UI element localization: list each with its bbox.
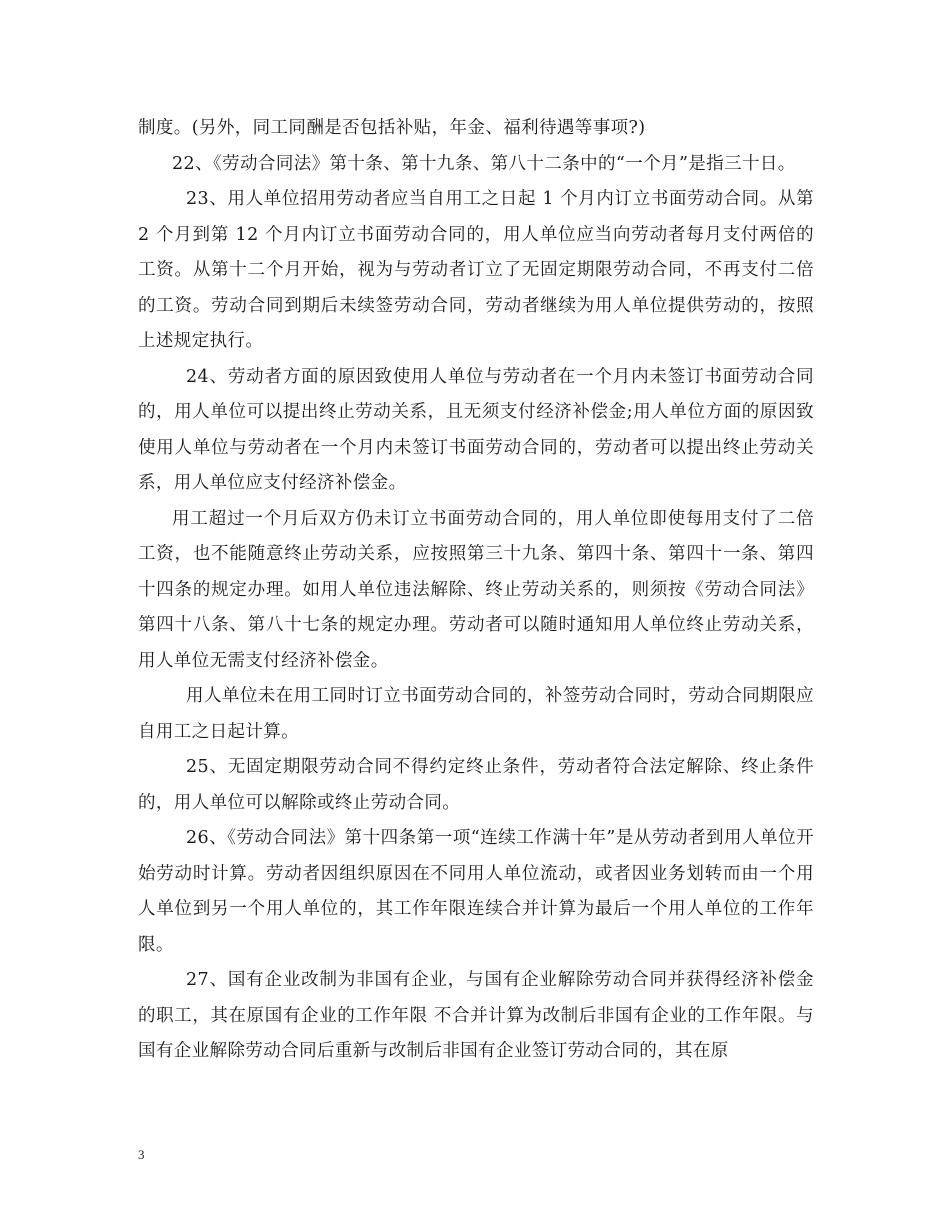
- paragraph-23: 23、用人单位招用劳动者应当自用工之日起 1 个月内订立书面劳动合同。从第 2 个月到第 12 个月内订立书面劳动合同的，用人单位应当向劳动者每月支付两倍的工资。从第十二个月开始，视为与劳动者订立了无固定期限劳动合同，不再支付二倍的工资。劳动合同到期后未续签劳动合同，劳动者继续为用人单位提供劳动的，按照上述规定执行。: [138, 189, 814, 351]
- paragraph-24-continued: 用工超过一个月后双方仍未订立书面劳动合同的，用人单位即使每用支付了二倍工资，也不能随意终止劳动关系，应按照第三十九条、第四十条、第四十一条、第四十四条的规定办理。如用人单位违法解除、终止劳动关系的，则须按《劳动合同法》第四十八条、第八十七条的规定办理。劳动者可以随时通知用人单位终止劳动关系，用人单位无需支付经济补偿金。: [138, 508, 814, 671]
- paragraph-26: 26、《劳动合同法》第十四条第一项“连续工作满十年”是从劳动者到用人单位开始劳动时计算。劳动者因组织原因在不同用人单位流动，或者因业务划转而由一个用人单位到另一个用人单位的，其工作年限连续合并计算为最后一个用人单位的工作年限。: [138, 828, 814, 955]
- document-body: [138, 111, 814, 1070]
- paragraph-25: 25、无固定期限劳动合同不得约定终止条件，劳动者符合法定解除、终止条件的，用人单位可以解除或终止劳动合同。: [138, 757, 814, 813]
- page-number: 3: [138, 1147, 145, 1162]
- paragraph-24: 24、劳动者方面的原因致使用人单位与劳动者在一个月内未签订书面劳动合同的，用人单位可以提出终止劳动关系，且无须支付经济补偿金;用人单位方面的原因致使用人单位与劳动者在一个月内未签订书面劳动合同的，劳动者可以提出终止劳动关系，用人单位应支付经济补偿金。: [138, 366, 814, 493]
- paragraph-continuation: 制度。(另外，同工同酬是否包括补贴，年金、福利待遇等事项?): [138, 118, 646, 138]
- paragraph-24-supplement: 用人单位未在用工同时订立书面劳动合同的，补签劳动合同时，劳动合同期限应自用工之日起计算。: [138, 686, 814, 742]
- paragraph-27: 27、国有企业改制为非国有企业，与国有企业解除劳动合同并获得经济补偿金的职工，其在原国有企业的工作年限 不合并计算为改制后非国有企业的工作年限。与国有企业解除劳动合同后重新与改制后非国有企业签订劳动合同的，其在原: [138, 970, 814, 1061]
- paragraph-22: 22、《劳动合同法》第十条、第十九条、第八十二条中的“一个月”是指三十日。: [172, 153, 796, 174]
